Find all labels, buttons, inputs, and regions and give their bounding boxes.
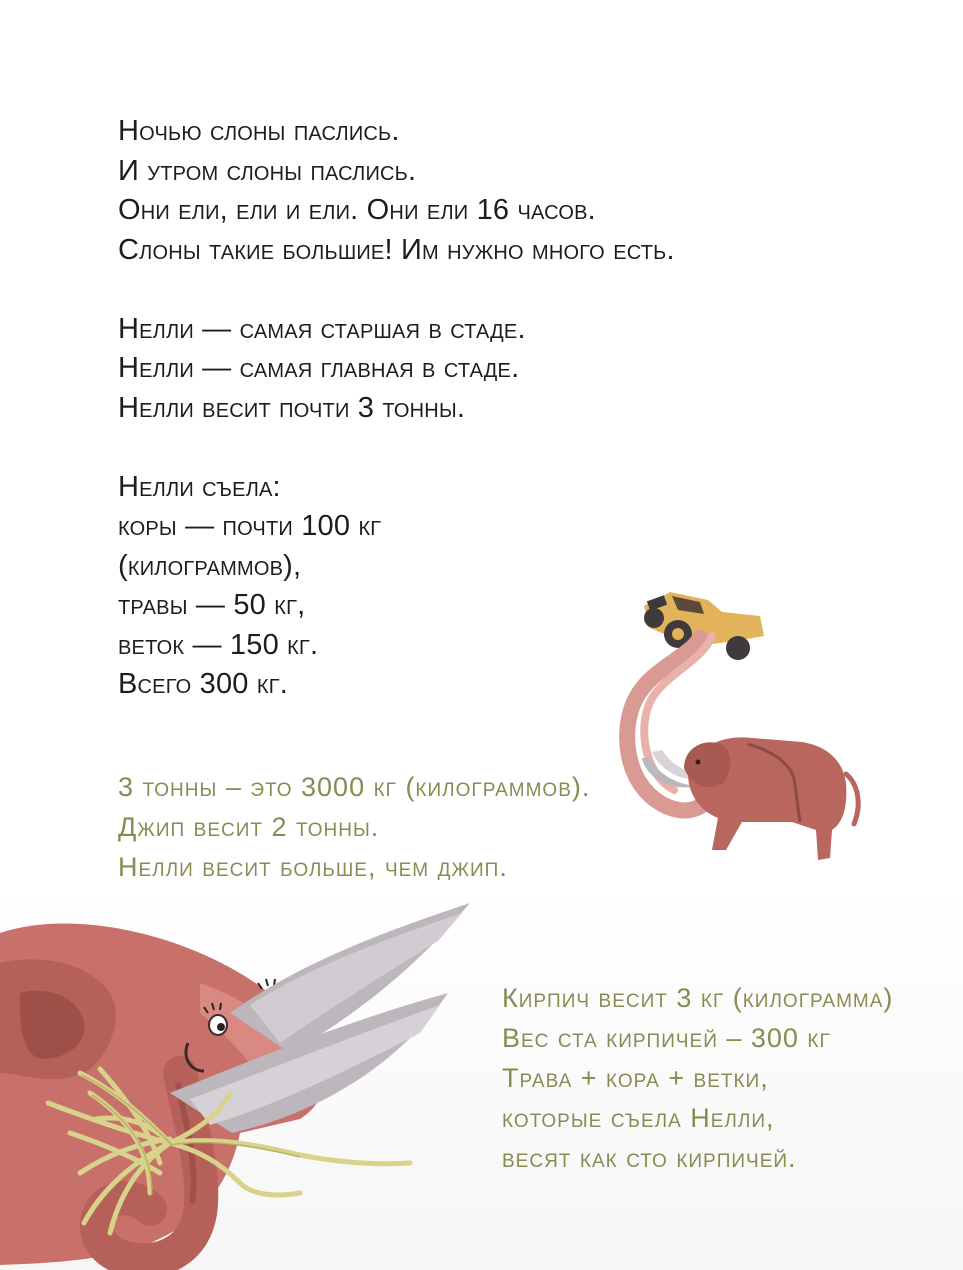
text-line: Всего 300 кг. [118, 668, 289, 700]
text-line: Нелли весит почти 3 тонны. [118, 391, 466, 424]
note-bricks [502, 978, 893, 1178]
elephant-eating-grass-illustration [0, 893, 480, 1270]
paragraph-gap [118, 270, 818, 310]
text-line: Они ели, ели и ели. Они ели 16 часов. [118, 194, 596, 226]
note-line: весят как сто кирпичей. [502, 1143, 797, 1173]
text-line: Ночью слоны паслись. [118, 115, 400, 147]
text-line: Слоны такие большие! Им нужно много есть. [118, 233, 675, 266]
text-line: травы — 50 кг, [118, 589, 306, 621]
note-weight-comparison [118, 767, 590, 887]
note-line: Кирпич весит 3 кг (килограмма) [502, 983, 894, 1013]
note-line: Трава + кора + ветки, [502, 1063, 769, 1093]
text-line: Нелли — самая старшая в стаде. [118, 312, 526, 345]
text-line: веток — 150 кг. [118, 628, 319, 661]
text-line: И утром слоны паслись. [118, 154, 417, 187]
text-line: коры — почти 100 кг [118, 510, 382, 542]
text-line: Нелли съела: [118, 470, 281, 503]
text-line: (килограммов), [118, 549, 302, 582]
note-line: которые съела Нелли, [502, 1103, 775, 1133]
note-line: 3 тонны – это 3000 кг (килограммов). [118, 772, 591, 802]
elephant-lifting-jeep-illustration [592, 578, 872, 878]
note-line: Вес ста кирпичей – 300 кг [502, 1023, 831, 1053]
paragraph-gap [118, 428, 818, 468]
text-line: Нелли — самая главная в стаде. [118, 352, 520, 384]
note-line: Нелли весит больше, чем джип. [118, 852, 508, 882]
note-line: Джип весит 2 тонны. [118, 812, 380, 842]
